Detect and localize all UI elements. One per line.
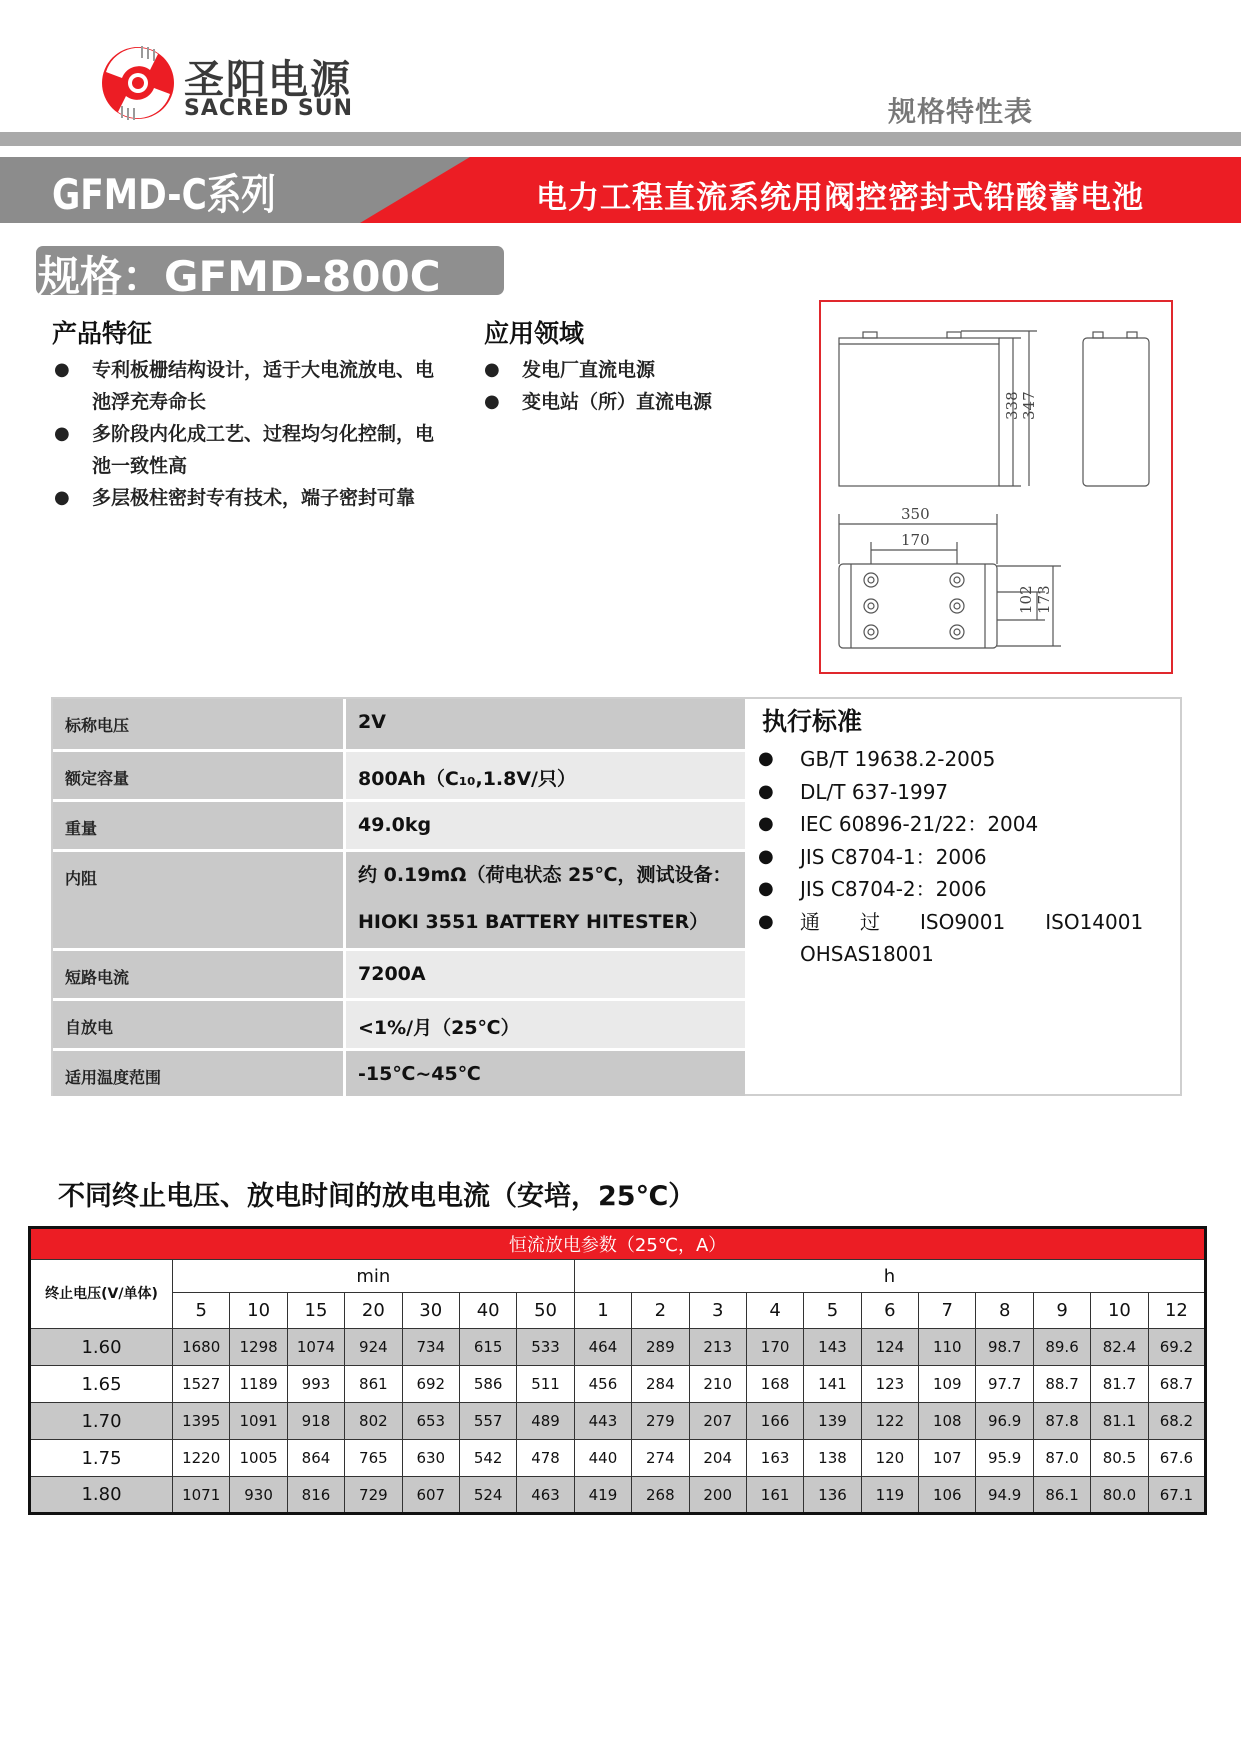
discharge-current: 200: [689, 1477, 746, 1514]
discharge-current: 123: [861, 1366, 918, 1403]
standard-item: ● GB/T 19638.2-2005: [758, 743, 1168, 776]
spec-label: 适用温度范围: [53, 1051, 343, 1096]
discharge-current: 213: [689, 1329, 746, 1366]
standard-item: ● IEC 60896-21/22：2004: [758, 808, 1168, 841]
discharge-current: 279: [632, 1403, 689, 1440]
discharge-current: 141: [804, 1366, 861, 1403]
discharge-current: 615: [459, 1329, 516, 1366]
discharge-current: 1395: [173, 1403, 230, 1440]
discharge-current: 542: [459, 1440, 516, 1477]
dim-length-350: 350: [901, 505, 930, 523]
discharge-current: 108: [919, 1403, 976, 1440]
discharge-row: [30, 1440, 1206, 1477]
end-voltage: 1.75: [30, 1440, 173, 1477]
discharge-current: 918: [287, 1403, 344, 1440]
time-tick: 2: [632, 1293, 689, 1329]
discharge-current: 463: [517, 1477, 574, 1514]
time-tick: 20: [345, 1293, 402, 1329]
discharge-current: 67.6: [1148, 1440, 1206, 1477]
product-subtitle: 电力工程直流系统用阀控密封式铅酸蓄电池: [536, 180, 1144, 216]
discharge-current: 68.2: [1148, 1403, 1206, 1440]
time-tick: 8: [976, 1293, 1033, 1329]
discharge-title: 不同终止电压、放电时间的放电电流（安培，25℃）: [58, 1181, 696, 1212]
unit-minutes: min: [173, 1260, 575, 1293]
time-tick: 10: [1091, 1293, 1148, 1329]
spec-value: -15℃~45℃: [343, 1051, 745, 1096]
discharge-row: [30, 1366, 1206, 1403]
discharge-current: 1091: [230, 1403, 287, 1440]
dim-width-102: 102: [1017, 585, 1035, 614]
discharge-current: 98.7: [976, 1329, 1033, 1366]
time-tick-row: [30, 1293, 1206, 1329]
discharge-current: 816: [287, 1477, 344, 1514]
standards-heading: 执行标准: [762, 707, 863, 736]
spec-row: [53, 752, 745, 799]
discharge-current: 1680: [173, 1329, 230, 1366]
discharge-current: 97.7: [976, 1366, 1033, 1403]
discharge-current: 692: [402, 1366, 459, 1403]
spec-value: 7200A: [343, 951, 745, 998]
spec-row: [53, 1051, 745, 1096]
discharge-current: 136: [804, 1477, 861, 1514]
discharge-current: 440: [574, 1440, 631, 1477]
standard-item: ● JIS C8704-2：2006: [758, 873, 1168, 906]
features-heading: 产品特征: [52, 319, 153, 348]
spec-value: 2V: [343, 699, 745, 749]
discharge-current: 630: [402, 1440, 459, 1477]
discharge-current: 533: [517, 1329, 574, 1366]
spec-label: 自放电: [53, 1001, 343, 1048]
time-tick: 6: [861, 1293, 918, 1329]
discharge-table: [28, 1226, 1207, 1515]
feature-item: ● 专利板栅结构设计，适于大电流放电、电池浮充寿命长: [54, 354, 444, 418]
spec-value-line1: 约 0.19mΩ（荷电状态 25℃，测试设备：: [358, 864, 732, 886]
time-tick: 1: [574, 1293, 631, 1329]
discharge-current: 81.7: [1091, 1366, 1148, 1403]
discharge-current: 1005: [230, 1440, 287, 1477]
header-divider: [0, 132, 1241, 146]
discharge-current: 1298: [230, 1329, 287, 1366]
discharge-current: 163: [746, 1440, 803, 1477]
discharge-table-header: 恒流放电参数（25℃，A）: [30, 1228, 1206, 1260]
time-tick: 9: [1033, 1293, 1090, 1329]
discharge-current: 464: [574, 1329, 631, 1366]
discharge-current: 1527: [173, 1366, 230, 1403]
spec-row: [53, 699, 745, 749]
discharge-current: 734: [402, 1329, 459, 1366]
dim-height-338: 338: [1003, 391, 1021, 420]
discharge-current: 443: [574, 1403, 631, 1440]
time-tick: 10: [230, 1293, 287, 1329]
discharge-current: 139: [804, 1403, 861, 1440]
document-type: 规格特性表: [888, 95, 1034, 128]
discharge-current: 207: [689, 1403, 746, 1440]
discharge-current: 729: [345, 1477, 402, 1514]
standard-item: ● 通 过 ISO9001 ISO14001 OHSAS18001: [758, 906, 1168, 971]
end-voltage: 1.65: [30, 1366, 173, 1403]
discharge-current: 1074: [287, 1329, 344, 1366]
discharge-current: 765: [345, 1440, 402, 1477]
discharge-current: 861: [345, 1366, 402, 1403]
discharge-current: 81.1: [1091, 1403, 1148, 1440]
time-tick: 12: [1148, 1293, 1206, 1329]
discharge-current: 864: [287, 1440, 344, 1477]
end-voltage: 1.80: [30, 1477, 173, 1514]
discharge-current: 119: [861, 1477, 918, 1514]
discharge-current: 94.9: [976, 1477, 1033, 1514]
discharge-current: 1071: [173, 1477, 230, 1514]
discharge-current: 170: [746, 1329, 803, 1366]
time-tick: 40: [459, 1293, 516, 1329]
discharge-current: 109: [919, 1366, 976, 1403]
brand-logo: [98, 44, 358, 122]
spec-row: [53, 802, 745, 849]
discharge-current: 138: [804, 1440, 861, 1477]
discharge-current: 586: [459, 1366, 516, 1403]
discharge-current: 96.9: [976, 1403, 1033, 1440]
discharge-current: 419: [574, 1477, 631, 1514]
discharge-current: 69.2: [1148, 1329, 1206, 1366]
discharge-current: 143: [804, 1329, 861, 1366]
time-tick: 15: [287, 1293, 344, 1329]
discharge-current: 87.0: [1033, 1440, 1090, 1477]
brand-name-cn: 圣阳电源: [184, 57, 352, 103]
discharge-current: 478: [517, 1440, 574, 1477]
standards-list: [758, 743, 1168, 971]
discharge-current: 210: [689, 1366, 746, 1403]
spec-label: 短路电流: [53, 951, 343, 998]
discharge-current: 106: [919, 1477, 976, 1514]
time-tick: 5: [173, 1293, 230, 1329]
discharge-current: 168: [746, 1366, 803, 1403]
series-title: GFMD-C系列: [52, 170, 276, 219]
spec-row: [53, 951, 745, 998]
spec-value: 800Ah（C₁₀,1.8V/只）: [343, 752, 745, 799]
model-title: 规格：GFMD-800C: [38, 252, 441, 301]
spec-row: [53, 1001, 745, 1048]
discharge-current: 511: [517, 1366, 574, 1403]
dim-width-173: 173: [1035, 585, 1053, 614]
discharge-current: 68.7: [1148, 1366, 1206, 1403]
discharge-current: 993: [287, 1366, 344, 1403]
discharge-current: 524: [459, 1477, 516, 1514]
discharge-current: 274: [632, 1440, 689, 1477]
discharge-current: 456: [574, 1366, 631, 1403]
spec-label: 内阻: [53, 852, 343, 948]
discharge-current: 88.7: [1033, 1366, 1090, 1403]
discharge-current: 82.4: [1091, 1329, 1148, 1366]
discharge-rows: [30, 1329, 1206, 1514]
dim-height-347: 347: [1020, 391, 1038, 420]
discharge-current: 204: [689, 1440, 746, 1477]
discharge-current: 80.0: [1091, 1477, 1148, 1514]
discharge-current: 289: [632, 1329, 689, 1366]
discharge-current: 924: [345, 1329, 402, 1366]
discharge-current: 87.8: [1033, 1403, 1090, 1440]
discharge-current: 89.6: [1033, 1329, 1090, 1366]
spec-label: 重量: [53, 802, 343, 849]
time-tick: 4: [746, 1293, 803, 1329]
applications-list: [484, 354, 814, 418]
voltage-column-label: 终止电压(V/单体): [30, 1260, 173, 1329]
time-tick: 3: [689, 1293, 746, 1329]
time-tick: 5: [804, 1293, 861, 1329]
spec-value: 49.0kg: [343, 802, 745, 849]
discharge-current: 284: [632, 1366, 689, 1403]
time-tick: 50: [517, 1293, 574, 1329]
spec-value: <1%/月（25℃）: [343, 1001, 745, 1048]
discharge-current: 122: [861, 1403, 918, 1440]
discharge-current: 67.1: [1148, 1477, 1206, 1514]
discharge-current: 95.9: [976, 1440, 1033, 1477]
battery-drawing: [821, 302, 1171, 672]
discharge-current: 268: [632, 1477, 689, 1514]
discharge-current: 1220: [173, 1440, 230, 1477]
discharge-current: 110: [919, 1329, 976, 1366]
time-tick: 30: [402, 1293, 459, 1329]
spec-row: [53, 852, 745, 948]
unit-hours: h: [574, 1260, 1205, 1293]
discharge-current: 86.1: [1033, 1477, 1090, 1514]
application-item: ● 变电站（所）直流电源: [484, 386, 814, 418]
brand-name-en: SACRED SUN: [184, 96, 354, 121]
discharge-current: 120: [861, 1440, 918, 1477]
discharge-row: [30, 1329, 1206, 1366]
spec-value-line2: HIOKI 3551 BATTERY HITESTER）: [358, 911, 709, 933]
application-item: ● 发电厂直流电源: [484, 354, 814, 386]
end-voltage: 1.70: [30, 1403, 173, 1440]
discharge-current: 653: [402, 1403, 459, 1440]
discharge-current: 607: [402, 1477, 459, 1514]
spec-value: [343, 852, 745, 948]
discharge-current: 930: [230, 1477, 287, 1514]
discharge-row: [30, 1477, 1206, 1514]
discharge-current: 124: [861, 1329, 918, 1366]
spec-label: 额定容量: [53, 752, 343, 799]
applications-heading: 应用领域: [484, 319, 585, 348]
discharge-current: 489: [517, 1403, 574, 1440]
feature-item: ● 多阶段内化成工艺、过程均匀化控制，电池一致性高: [54, 418, 444, 482]
features-list: [54, 354, 444, 514]
discharge-current: 80.5: [1091, 1440, 1148, 1477]
spec-label: 标称电压: [53, 699, 343, 749]
discharge-current: 802: [345, 1403, 402, 1440]
standard-item: ● JIS C8704-1：2006: [758, 841, 1168, 874]
sacred-sun-logo-icon: [98, 44, 178, 122]
feature-item: ● 多层极柱密封专有技术，端子密封可靠: [54, 482, 444, 514]
discharge-current: 1189: [230, 1366, 287, 1403]
time-tick: 7: [919, 1293, 976, 1329]
discharge-current: 557: [459, 1403, 516, 1440]
discharge-current: 166: [746, 1403, 803, 1440]
end-voltage: 1.60: [30, 1329, 173, 1366]
discharge-row: [30, 1403, 1206, 1440]
dim-terminal-170: 170: [901, 531, 930, 549]
discharge-current: 161: [746, 1477, 803, 1514]
discharge-current: 107: [919, 1440, 976, 1477]
standard-item: ● DL/T 637-1997: [758, 776, 1168, 809]
dimension-drawing: [819, 300, 1173, 674]
